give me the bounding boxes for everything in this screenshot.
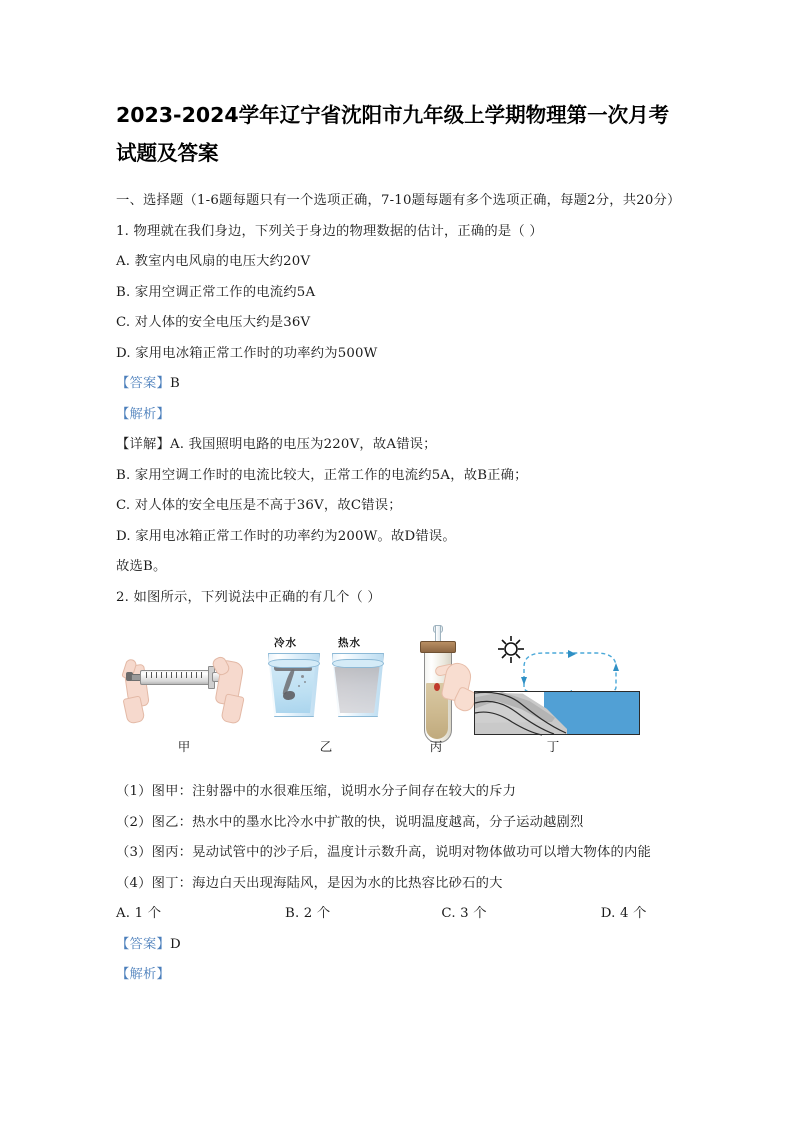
cork-stopper-icon [420, 641, 456, 653]
right-hand-wrist-icon [220, 693, 244, 724]
cup-label-cold: 冷水 [274, 637, 297, 649]
thermometer-bulb-icon [434, 683, 440, 691]
question-2-option-b: B. 2 个 [284, 906, 331, 921]
question-1-option-c: C. 对人体的安全电压大约是36V [116, 315, 311, 330]
figure-jia-syringe [124, 649, 244, 727]
question-2-statement-3: （3）图丙：晃动试管中的沙子后，温度计示数升高，说明对物体做功可以增大物体的内能 [116, 845, 652, 860]
question-1-detail-a: 【详解】A. 我国照明电路的电压为220V，故A错误； [116, 437, 437, 452]
answer-label: 【答案】 [116, 936, 170, 952]
question-2-option-d: D. 4 个 [600, 906, 647, 921]
syringe-scale-ticks-icon [146, 672, 202, 678]
question-2-figure [116, 621, 678, 771]
answer-value: D [170, 936, 181, 952]
question-2-statement-1: （1）图甲：注射器中的水很难压缩，说明水分子间存在较大的斥力 [116, 784, 517, 799]
question-1-option-d: D. 家用电冰箱正常工作时的功率约为500W [116, 345, 378, 361]
hot-water-cup-icon [332, 653, 384, 723]
question-2-option-a: A. 1 个 [116, 906, 162, 921]
cup-label-hot: 热水 [338, 637, 361, 649]
question-2-answer [116, 930, 678, 961]
section-heading: 一、选择题（1-6题每题只有一个选项正确，7-10题每题有多个选项正确，每题2分，共20分） [116, 193, 681, 208]
land-outline-icon [474, 691, 574, 736]
figure-caption-ding: 丁 [546, 739, 560, 754]
question-2-analysis-label: 【解析】 [116, 967, 170, 982]
question-2-statement-4: （4）图丁：海边白天出现海陆风，是因为水的比热容比砂石的大 [116, 875, 503, 891]
figure-caption-jia: 甲 [177, 739, 191, 754]
question-2-options-row [116, 899, 678, 930]
question-2-option-c: C. 3 个 [441, 906, 487, 921]
figure-ding-sea-breeze [468, 629, 648, 749]
answer-value: B [170, 376, 180, 391]
question-2-statement-2: （2）图乙：热水中的墨水比冷水中扩散的快，说明温度越高，分子运动越剧烈 [116, 814, 584, 830]
question-2-stem: 2. 如图所示，下列说法中正确的有几个（ ） [116, 589, 381, 605]
figure-caption-yi: 乙 [319, 739, 333, 754]
question-1-stem: 1. 物理就在我们身边，下列关于身边的物理数据的估计，正确的是（ ） [116, 223, 543, 239]
page-title: 2023-2024学年辽宁省沈阳市九年级上学期物理第一次月考试题及答案 [116, 103, 670, 165]
figure-caption-bing: 丙 [429, 739, 443, 754]
question-1-detail-c: C. 对人体的安全电压是不高于36V，故C错误； [116, 498, 402, 513]
answer-label: 【答案】 [116, 376, 170, 391]
question-1-detail-b: B. 家用空调工作时的电流比较大，正常工作的电流约5A，故B正确； [116, 467, 528, 483]
question-1-conclusion: 故选B。 [116, 559, 167, 574]
question-1-analysis-label: 【解析】 [116, 406, 170, 422]
question-1-option-b: B. 家用空调正常工作的电流约5A [116, 284, 316, 300]
document-content [116, 96, 681, 991]
figure-yi-cups [266, 635, 386, 730]
question-1-option-a: A. 教室内电风扇的电压大约20V [116, 254, 311, 269]
question-1-detail-d: D. 家用电冰箱正常工作时的功率约为200W。故D错误。 [116, 528, 456, 544]
cold-water-cup-icon [268, 653, 320, 723]
question-1-answer [116, 369, 678, 400]
